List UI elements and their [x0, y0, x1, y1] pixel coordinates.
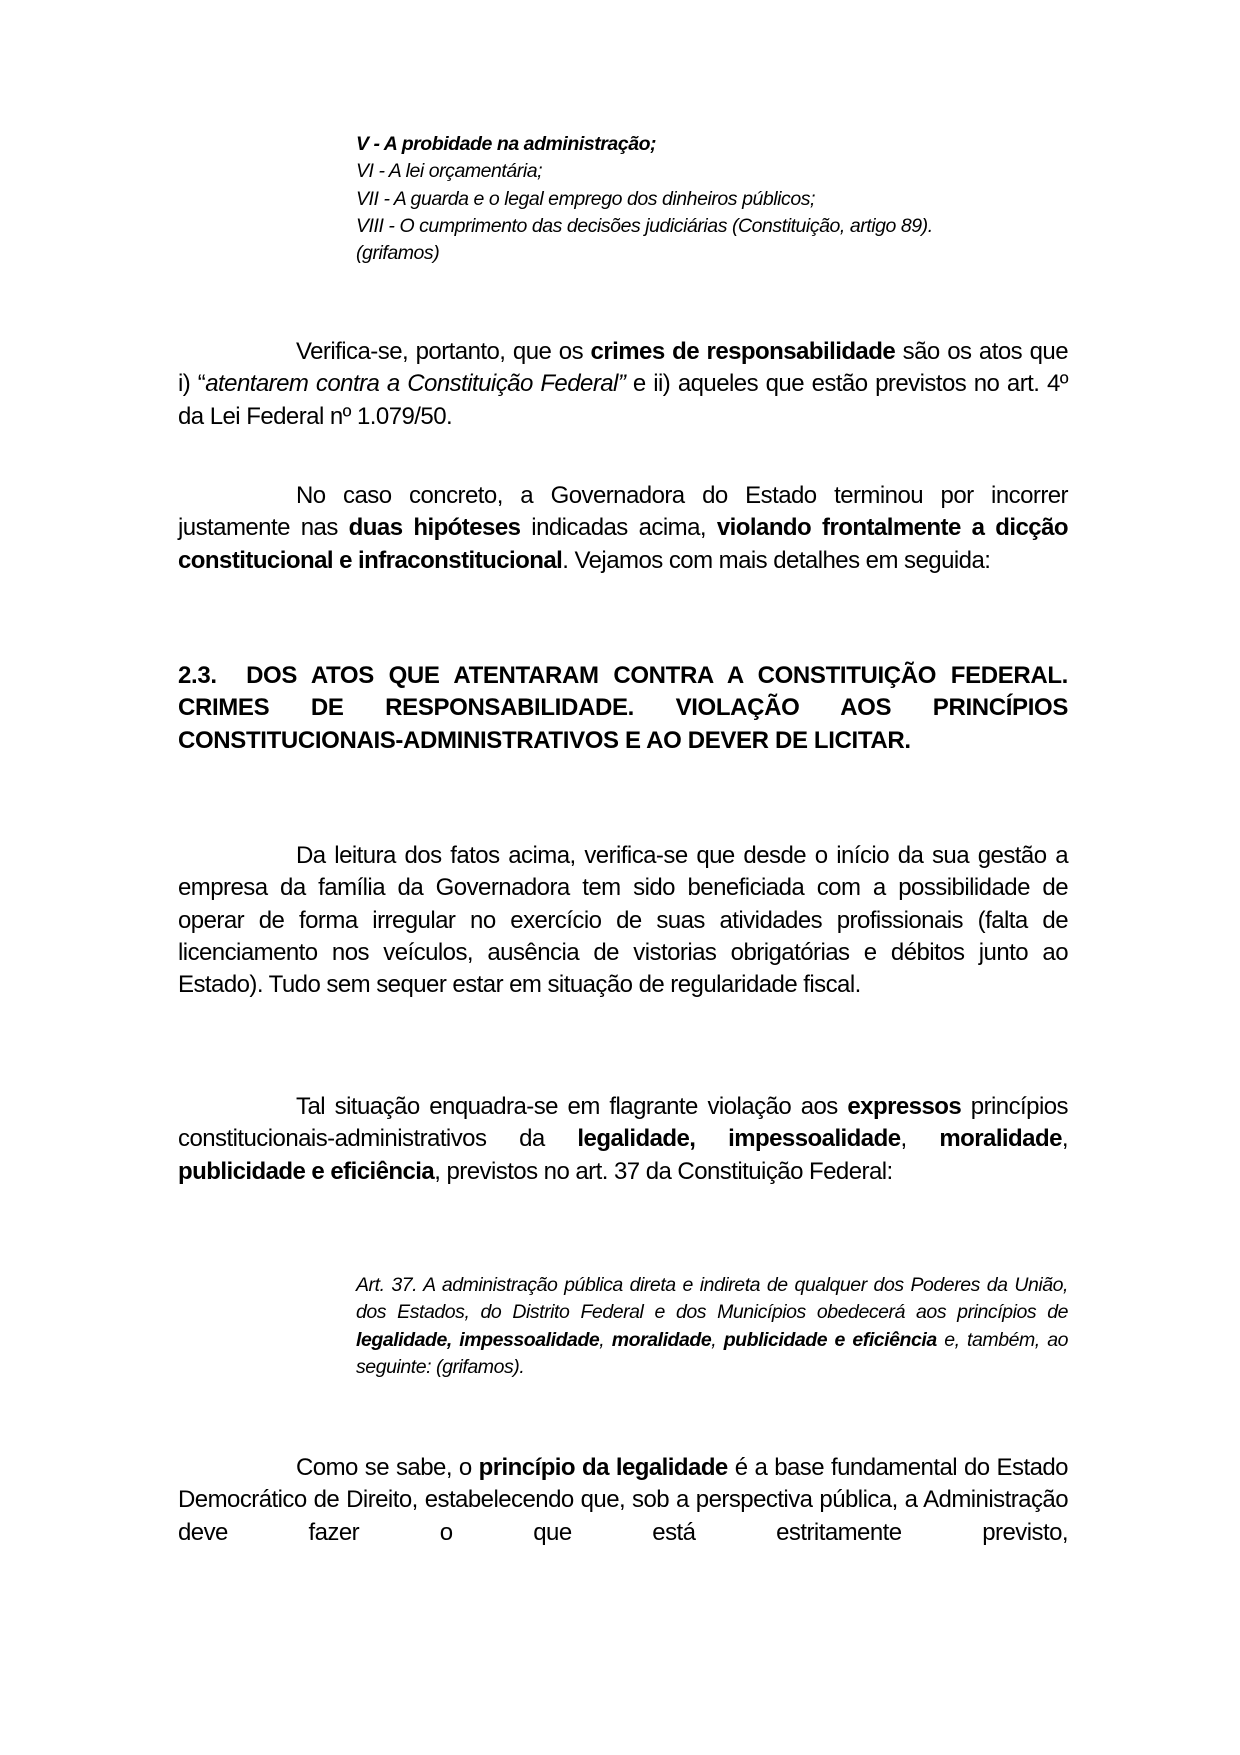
text: indicadas acima,: [520, 514, 717, 542]
quote-art-37: [356, 1272, 1068, 1381]
text: e ii) aqueles que estão previstos no art. 4º da Lei Federal nº 1.079/50.: [178, 370, 1068, 430]
paragraph-violacao-principios: [178, 1091, 1068, 1188]
text: são os atos que i) “: [178, 338, 1068, 398]
text: Como se sabe, o: [296, 1454, 479, 1481]
paragraph-caso-concreto: [178, 480, 1068, 577]
quote-law-items: [356, 131, 1068, 267]
text: princípios constitucionais-administrativos da: [178, 1093, 1068, 1153]
section-heading-2-3: [178, 660, 1068, 757]
quote-item-vii: VII - A guarda e o legal emprego dos dinheiros públicos;: [356, 187, 815, 210]
text: ,: [900, 1125, 940, 1153]
bold-text: crimes de responsabilidade: [590, 338, 896, 365]
text: , previstos no art. 37 da Constituição Federal:: [434, 1157, 893, 1185]
bold-text: princípio da legalidade: [478, 1454, 728, 1481]
bold-text: duas hipóteses: [348, 514, 521, 542]
bold-text: legalidade, impessoalidade: [577, 1125, 901, 1153]
text: . Vejamos com mais detalhes em seguida:: [562, 546, 991, 574]
bold-text: moralidade: [611, 1328, 712, 1351]
quote-item-viii: VIII - O cumprimento das decisões judiciárias (Constituição, artigo 89).: [356, 214, 933, 237]
bold-text: expressos: [847, 1093, 962, 1120]
paragraph-principio-legalidade: [178, 1452, 1068, 1549]
text: Da leitura dos fatos acima, verifica-se que desde o início da sua gestão a empresa da família da Governadora tem sido beneficiada com a possibilidade de operar de forma irregular no exercício de suas atividades profissionais (falta de licenciamento nos veículos, ausência de vistorias obrigatórias e débitos junto ao Estado). Tudo sem sequer estar em situação de regularidade fiscal.: [178, 842, 1068, 999]
text: Art. 37. A administração pública direta e indireta de qualquer dos Poderes da União, dos Estados, do Distrito Federal e dos Municípios obedecerá aos princípios de: [356, 1274, 1068, 1324]
text: ,: [1061, 1125, 1068, 1153]
text: e, também, ao seguinte: (grifamos).: [356, 1328, 1069, 1378]
bold-text: violando frontalmente a dicção constitucional e infraconstitucional: [178, 514, 1069, 574]
bold-text: moralidade: [939, 1125, 1062, 1153]
text: ,: [599, 1328, 612, 1351]
section-number: 2.3.: [178, 662, 217, 689]
section-title: DOS ATOS QUE ATENTARAM CONTRA A CONSTITUIÇÃO FEDERAL. CRIMES DE RESPONSABILIDADE. VIOLAÇÃO AOS PRINCÍPIOS CONSTITUCIONAIS-ADMINISTRATIVOS E AO DEVER DE LICITAR.: [178, 662, 1068, 754]
quote-item-v: V - A probidade na administração;: [356, 133, 657, 155]
paragraph-leitura-fatos: [178, 840, 1068, 1001]
bold-text: publicidade e eficiência: [178, 1157, 435, 1185]
text: ,: [711, 1328, 724, 1351]
italic-text: atentarem contra a Constituição Federal”: [205, 370, 626, 398]
paragraph-crimes-responsabilidade: [178, 336, 1068, 433]
bold-text: legalidade, impessoalidade: [356, 1328, 600, 1351]
quote-item-vi: VI - A lei orçamentária;: [356, 160, 543, 183]
text: é a base fundamental do Estado Democrático de Direito, estabelecendo que, sob a perspectiva pública, a Administração deve fazer o que está estritamente previsto,: [178, 1454, 1068, 1546]
quote-grifamos: (grifamos): [356, 242, 440, 265]
text: No caso concreto, a Governadora do Estado terminou por incorrer justamente nas: [178, 482, 1068, 542]
text: Tal situação enquadra-se em flagrante violação aos: [296, 1093, 848, 1120]
text: Verifica-se, portanto, que os: [296, 338, 591, 365]
bold-text: publicidade e eficiência: [723, 1328, 937, 1351]
